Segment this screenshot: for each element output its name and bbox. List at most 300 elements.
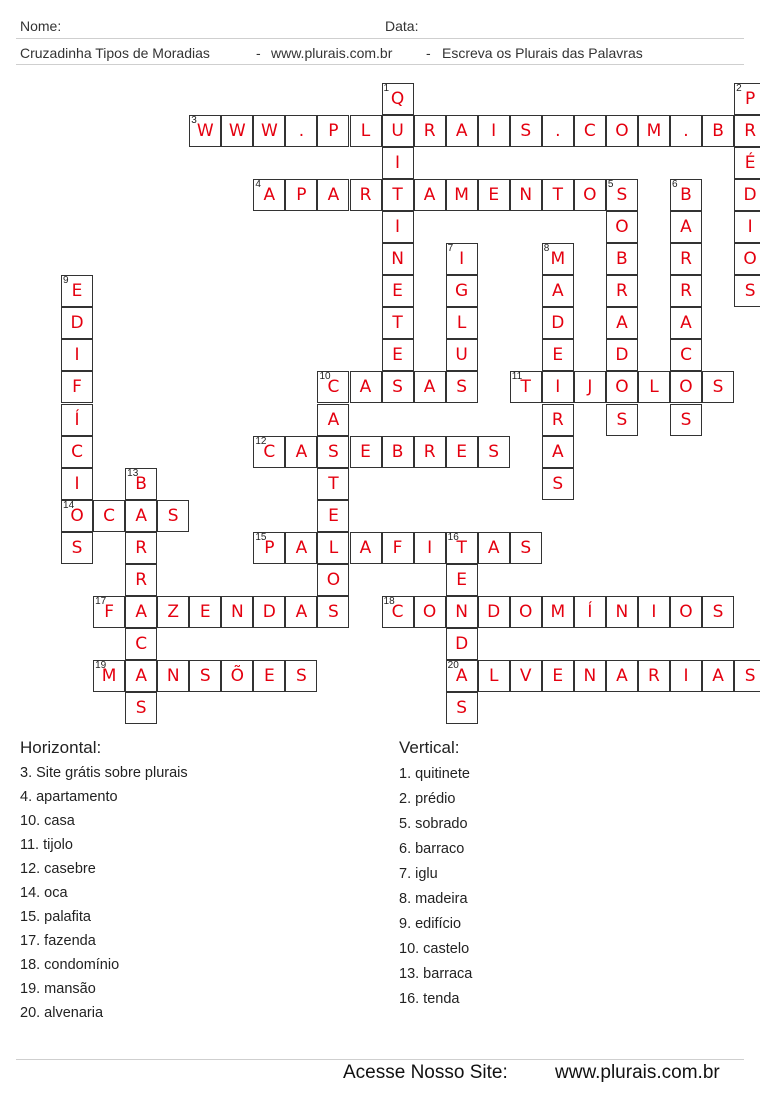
crossword-cell[interactable] — [253, 179, 285, 211]
cell-letter: A — [487, 537, 500, 558]
crossword-cell[interactable] — [253, 532, 285, 564]
cell-letter: A — [295, 537, 308, 558]
cell-letter: W — [228, 121, 246, 142]
crossword-cell[interactable] — [542, 179, 574, 211]
horizontal-clues-title: Horizontal: — [20, 738, 102, 757]
footer-rule — [16, 1059, 744, 1060]
crossword-cell[interactable] — [606, 211, 638, 243]
clue-number: 3 — [191, 115, 197, 127]
cell-letter: É — [744, 153, 756, 174]
cell-letter: L — [649, 377, 659, 398]
cell-letter: S — [71, 537, 83, 558]
cell-letter: E — [199, 601, 211, 622]
crossword-cell[interactable] — [221, 660, 253, 692]
crossword-cell[interactable] — [317, 179, 349, 211]
cell-letter: N — [166, 665, 180, 686]
crossword-cell[interactable] — [61, 371, 93, 403]
cell-letter: A — [135, 505, 147, 526]
crossword-cell[interactable] — [414, 532, 446, 564]
horizontal-clue: 10. casa — [20, 813, 75, 829]
crossword-cell[interactable] — [446, 307, 478, 339]
clue-number: 16 — [447, 531, 459, 543]
cell-letter: R — [744, 121, 756, 142]
crossword-cell[interactable] — [574, 179, 606, 211]
crossword-cell[interactable] — [606, 371, 638, 403]
cell-letter: P — [744, 89, 756, 109]
cell-letter: A — [616, 313, 628, 334]
crossword-cell[interactable] — [93, 660, 125, 692]
cell-letter: S — [520, 121, 532, 142]
horizontal-clue: 17. fazenda — [20, 933, 96, 949]
crossword-cell[interactable] — [606, 307, 638, 339]
cell-letter: J — [587, 377, 593, 398]
clue-number: 4 — [255, 179, 261, 191]
vertical-clue: 2. prédio — [399, 791, 456, 807]
crossword-cell[interactable] — [670, 243, 702, 275]
vertical-clue: 5. sobrado — [399, 816, 468, 832]
crossword-cell[interactable] — [317, 404, 349, 436]
cell-letter: S — [616, 185, 628, 206]
crossword-cell[interactable] — [61, 404, 93, 436]
crossword-cell[interactable] — [542, 468, 574, 500]
cell-letter: P — [328, 121, 339, 142]
crossword-cell[interactable] — [670, 404, 702, 436]
cell-letter: E — [552, 665, 564, 686]
cell-letter: B — [391, 441, 404, 462]
crossword-cell[interactable] — [702, 596, 734, 628]
crossword-cell[interactable] — [606, 339, 638, 371]
crossword-cell[interactable] — [510, 179, 542, 211]
cell-letter: C — [263, 441, 276, 462]
vertical-clues-title: Vertical: — [399, 738, 460, 757]
crossword-cell[interactable] — [317, 532, 349, 564]
cell-letter: T — [328, 473, 339, 494]
cell-letter: A — [359, 377, 372, 398]
crossword-cell[interactable] — [606, 115, 638, 147]
crossword-cell[interactable] — [542, 275, 574, 307]
crossword-cell[interactable] — [382, 275, 414, 307]
crossword-cell[interactable] — [414, 179, 446, 211]
crossword-cell[interactable] — [574, 115, 606, 147]
crossword-cell[interactable] — [446, 275, 478, 307]
vertical-clue: 6. barraco — [399, 841, 465, 857]
crossword-cell[interactable] — [317, 115, 349, 147]
crossword-cell[interactable] — [638, 660, 670, 692]
crossword-cell[interactable] — [734, 275, 760, 307]
footer-site-link[interactable]: www.plurais.com.br — [555, 1062, 720, 1083]
cell-letter: O — [583, 185, 597, 206]
crossword-cell[interactable] — [638, 115, 670, 147]
crossword-cell[interactable] — [510, 115, 542, 147]
vertical-clue: 8. madeira — [399, 891, 468, 907]
cell-letter: E — [552, 345, 564, 366]
clue-number: 19 — [95, 659, 107, 671]
crossword-cell[interactable] — [542, 115, 574, 147]
cell-letter: M — [550, 249, 566, 270]
horizontal-clue: 20. alvenaria — [20, 1005, 104, 1021]
cell-letter: I — [683, 665, 689, 686]
cell-letter: A — [263, 185, 276, 206]
clue-number: 17 — [95, 595, 107, 607]
crossword-cell[interactable] — [61, 339, 93, 371]
crossword-cell[interactable] — [382, 83, 414, 115]
crossword-cell[interactable] — [285, 660, 317, 692]
crossword-cell[interactable] — [670, 211, 702, 243]
crossword-cell[interactable] — [734, 83, 760, 115]
cell-letter: O — [422, 601, 437, 622]
cell-letter: S — [328, 441, 339, 462]
name-label: Nome: — [20, 18, 62, 34]
crossword-cell[interactable] — [285, 179, 317, 211]
subtitle-separator: - — [426, 45, 431, 61]
crossword-cell[interactable] — [542, 371, 574, 403]
crossword-cell[interactable] — [382, 371, 414, 403]
crossword-cell[interactable] — [317, 500, 349, 532]
vertical-clue: 7. iglu — [399, 866, 438, 882]
clue-number: 6 — [672, 179, 678, 191]
crossword-cell[interactable] — [670, 339, 702, 371]
crossword-cell[interactable] — [670, 596, 702, 628]
crossword-cell[interactable] — [446, 596, 478, 628]
crossword-cell[interactable] — [157, 500, 189, 532]
crossword-cell[interactable] — [317, 371, 349, 403]
crossword-cell[interactable] — [606, 404, 638, 436]
cell-letter: M — [646, 121, 662, 142]
cell-letter: E — [263, 665, 275, 686]
crossword-cell[interactable] — [446, 115, 478, 147]
cell-letter: R — [359, 185, 372, 206]
crossword-cell[interactable] — [382, 339, 414, 371]
cell-letter: S — [712, 601, 724, 622]
crossword-cell[interactable] — [510, 371, 542, 403]
cell-letter: E — [456, 569, 468, 590]
cell-letter: D — [551, 313, 565, 334]
crossword-cell[interactable] — [189, 115, 221, 147]
cell-letter: Q — [390, 89, 405, 109]
crossword-cell[interactable] — [574, 596, 606, 628]
crossword-cell[interactable] — [350, 371, 382, 403]
crossword-cell[interactable] — [542, 243, 574, 275]
cell-letter: A — [712, 665, 724, 686]
crossword-cell[interactable] — [606, 243, 638, 275]
cell-letter: I — [459, 249, 465, 270]
crossword-cell[interactable] — [350, 532, 382, 564]
cell-letter: L — [488, 665, 499, 686]
cell-letter: Í — [587, 601, 593, 622]
crossword-cell[interactable] — [670, 371, 702, 403]
crossword-cell[interactable] — [382, 147, 414, 179]
crossword-cell[interactable] — [382, 436, 414, 468]
cell-letter: B — [680, 185, 692, 206]
cell-letter: A — [551, 441, 564, 462]
crossword-cell[interactable] — [638, 371, 670, 403]
crossword-cell[interactable] — [61, 436, 93, 468]
horizontal-clue: 14. oca — [20, 885, 68, 901]
crossword-cell[interactable] — [61, 468, 93, 500]
crossword-cell[interactable] — [382, 243, 414, 275]
crossword-cell[interactable] — [414, 115, 446, 147]
cell-letter: D — [455, 633, 469, 654]
cell-letter: T — [392, 313, 403, 334]
crossword-cell[interactable] — [253, 660, 285, 692]
crossword-cell[interactable] — [350, 179, 382, 211]
crossword-cell[interactable] — [382, 307, 414, 339]
cell-letter: A — [295, 441, 308, 462]
crossword-cell[interactable] — [285, 115, 317, 147]
cell-letter: C — [680, 345, 692, 366]
cell-letter: O — [615, 217, 629, 238]
crossword-cell[interactable] — [734, 179, 760, 211]
crossword-cell[interactable] — [350, 115, 382, 147]
crossword-cell[interactable] — [414, 371, 446, 403]
cell-letter: I — [427, 537, 433, 558]
crossword-cell[interactable] — [317, 468, 349, 500]
crossword-cell[interactable] — [606, 179, 638, 211]
cell-letter: V — [519, 665, 532, 686]
crossword-cell[interactable] — [606, 660, 638, 692]
cell-letter: O — [326, 569, 341, 590]
crossword-cell[interactable] — [478, 115, 510, 147]
crossword-cell[interactable] — [574, 660, 606, 692]
cell-letter: S — [744, 281, 756, 302]
crossword-cell[interactable] — [734, 115, 760, 147]
crossword-cell[interactable] — [510, 596, 542, 628]
cell-letter: F — [392, 537, 403, 558]
cell-letter: L — [360, 121, 371, 142]
clue-number: 14 — [63, 499, 75, 511]
crossword-cell[interactable] — [670, 115, 702, 147]
crossword-cell[interactable] — [382, 211, 414, 243]
crossword-cell[interactable] — [61, 532, 93, 564]
cell-letter: D — [262, 601, 276, 622]
crossword-cell[interactable] — [670, 275, 702, 307]
clue-number: 15 — [255, 531, 267, 543]
crossword-cell[interactable] — [61, 307, 93, 339]
crossword-cell[interactable] — [125, 500, 157, 532]
crossword-cell[interactable] — [382, 115, 414, 147]
clue-number: 2 — [736, 83, 742, 94]
crossword-cell[interactable] — [125, 628, 157, 660]
horizontal-clue: 3. Site grátis sobre plurais — [20, 765, 188, 781]
crossword-cell[interactable] — [542, 339, 574, 371]
cell-letter: C — [327, 377, 340, 398]
crossword-cell[interactable] — [446, 564, 478, 596]
cell-letter: I — [74, 473, 80, 494]
crossword-cell[interactable] — [253, 596, 285, 628]
crossword-cell[interactable] — [93, 500, 125, 532]
cell-letter: R — [551, 409, 564, 430]
crossword-cell[interactable] — [221, 596, 253, 628]
cell-letter: O — [615, 377, 629, 398]
crossword-cell[interactable] — [285, 596, 317, 628]
crossword-cell[interactable] — [478, 532, 510, 564]
crossword-cell[interactable] — [414, 596, 446, 628]
crossword-cell[interactable] — [317, 596, 349, 628]
clue-number: 13 — [127, 467, 139, 479]
crossword-cell[interactable] — [638, 596, 670, 628]
crossword-cell[interactable] — [125, 468, 157, 500]
crossword-cell[interactable] — [446, 628, 478, 660]
cell-letter: E — [328, 505, 339, 526]
crossword-cell[interactable] — [446, 179, 478, 211]
cell-letter: . — [555, 121, 561, 142]
cell-letter: I — [491, 121, 497, 142]
cell-letter: . — [683, 121, 689, 142]
cell-letter: A — [423, 185, 436, 206]
cell-letter: R — [680, 281, 692, 302]
cell-letter: D — [487, 601, 501, 622]
cell-letter: T — [392, 185, 403, 206]
cell-letter: F — [72, 377, 82, 398]
cell-letter: A — [616, 665, 628, 686]
cell-letter: D — [743, 185, 757, 206]
cell-letter: I — [395, 217, 401, 238]
clue-number: 9 — [63, 275, 69, 287]
cell-letter: A — [135, 601, 147, 622]
clue-number: 5 — [607, 179, 614, 191]
crossword-cell[interactable] — [702, 660, 734, 692]
horizontal-clue: 4. apartamento — [20, 789, 118, 805]
cell-letter: L — [328, 537, 339, 558]
cell-letter: C — [71, 441, 83, 462]
cell-letter: S — [167, 505, 179, 526]
crossword-cell[interactable] — [542, 596, 574, 628]
crossword-cell[interactable] — [734, 147, 760, 179]
horizontal-clue: 11. tijolo — [20, 837, 73, 853]
crossword-cell[interactable] — [61, 275, 93, 307]
crossword-cell[interactable] — [446, 532, 478, 564]
crossword-cell[interactable] — [157, 596, 189, 628]
cell-letter: S — [199, 665, 211, 686]
crossword-cell[interactable] — [446, 371, 478, 403]
clue-number: 10 — [319, 371, 331, 383]
crossword-cell[interactable] — [574, 371, 606, 403]
crossword-cell[interactable] — [510, 532, 542, 564]
crossword-cell[interactable] — [317, 564, 349, 596]
crossword-cell[interactable] — [446, 339, 478, 371]
crossword-cell[interactable] — [221, 115, 253, 147]
crossword-cell[interactable] — [157, 660, 189, 692]
crossword-cell[interactable] — [702, 115, 734, 147]
crossword-cell[interactable] — [285, 532, 317, 564]
crossword-cell[interactable] — [542, 307, 574, 339]
crossword-cell[interactable] — [317, 436, 349, 468]
crossword-cell[interactable] — [478, 660, 510, 692]
crossword-cell[interactable] — [382, 532, 414, 564]
crossword-cell[interactable] — [478, 436, 510, 468]
cell-letter: . — [298, 121, 305, 142]
cell-letter: A — [680, 217, 692, 238]
cell-letter: R — [135, 569, 148, 590]
crossword-cell[interactable] — [670, 179, 702, 211]
cell-letter: M — [101, 665, 117, 686]
crossword-cell[interactable] — [734, 660, 760, 692]
cell-letter: T — [552, 185, 563, 206]
cell-letter: G — [455, 281, 469, 302]
crossword-cell[interactable] — [510, 660, 542, 692]
clue-number: 12 — [255, 435, 267, 447]
cell-letter: W — [196, 121, 214, 142]
vertical-clue: 13. barraca — [399, 966, 473, 982]
clue-number: 8 — [543, 243, 550, 255]
cell-letter: P — [296, 185, 307, 206]
crossword-cell[interactable] — [542, 660, 574, 692]
cell-letter: I — [651, 601, 657, 622]
cell-letter: R — [423, 441, 436, 462]
cell-letter: B — [135, 473, 147, 494]
cell-letter: A — [680, 313, 692, 334]
cell-letter: D — [615, 345, 629, 366]
crossword-cell[interactable] — [125, 692, 157, 724]
crossword-cell[interactable] — [285, 436, 317, 468]
crossword-cell[interactable] — [734, 211, 760, 243]
crossword-cell[interactable] — [542, 404, 574, 436]
crossword-cell[interactable] — [93, 596, 125, 628]
crossword-cell[interactable] — [125, 564, 157, 596]
cell-letter: N — [583, 665, 597, 686]
horizontal-clue: 15. palafita — [20, 909, 91, 925]
cell-letter: L — [456, 313, 467, 334]
crossword-cell[interactable] — [125, 596, 157, 628]
horizontal-clue: 18. condomínio — [20, 957, 120, 973]
cell-letter: U — [455, 345, 468, 366]
crossword-cell[interactable] — [478, 179, 510, 211]
crossword-cell[interactable] — [446, 660, 478, 692]
crossword-cell[interactable] — [702, 371, 734, 403]
crossword-cell[interactable] — [446, 436, 478, 468]
date-label: Data: — [385, 18, 419, 34]
crossword-cell[interactable] — [670, 307, 702, 339]
vertical-clue: 1. quitinete — [399, 766, 470, 782]
cell-letter: E — [360, 441, 371, 462]
cell-letter: N — [519, 185, 533, 206]
crossword-cell[interactable] — [125, 532, 157, 564]
cell-letter: S — [712, 377, 724, 398]
cell-letter: S — [488, 441, 500, 462]
cell-letter: U — [391, 121, 404, 142]
cell-letter: C — [583, 121, 596, 142]
crossword-cell[interactable] — [253, 115, 285, 147]
crossword-cell[interactable] — [446, 243, 478, 275]
crossword-cell[interactable] — [350, 436, 382, 468]
cell-letter: N — [230, 601, 244, 622]
cell-letter: A — [423, 377, 436, 398]
crossword-cell[interactable] — [189, 596, 221, 628]
crossword-cell[interactable] — [382, 596, 414, 628]
crossword-cell[interactable] — [606, 596, 638, 628]
cell-letter: B — [616, 249, 628, 270]
crossword-cell[interactable] — [189, 660, 221, 692]
crossword-cell[interactable] — [61, 500, 93, 532]
crossword-cell[interactable] — [446, 692, 478, 724]
crossword-cell[interactable] — [382, 179, 414, 211]
cell-letter: E — [456, 441, 468, 462]
crossword-cell[interactable] — [670, 660, 702, 692]
crossword-cell[interactable] — [734, 243, 760, 275]
cell-letter: R — [615, 281, 628, 302]
crossword-cell[interactable] — [253, 436, 285, 468]
horizontal-clue: 12. casebre — [20, 861, 96, 877]
crossword-cell[interactable] — [606, 275, 638, 307]
cell-letter: T — [456, 537, 467, 558]
cell-letter: W — [260, 121, 278, 142]
cell-letter: N — [455, 601, 468, 622]
cell-letter: A — [551, 281, 564, 302]
crossword-cell[interactable] — [125, 660, 157, 692]
crossword-cell[interactable] — [542, 436, 574, 468]
crossword-cell[interactable] — [478, 596, 510, 628]
crossword-cell[interactable] — [414, 436, 446, 468]
